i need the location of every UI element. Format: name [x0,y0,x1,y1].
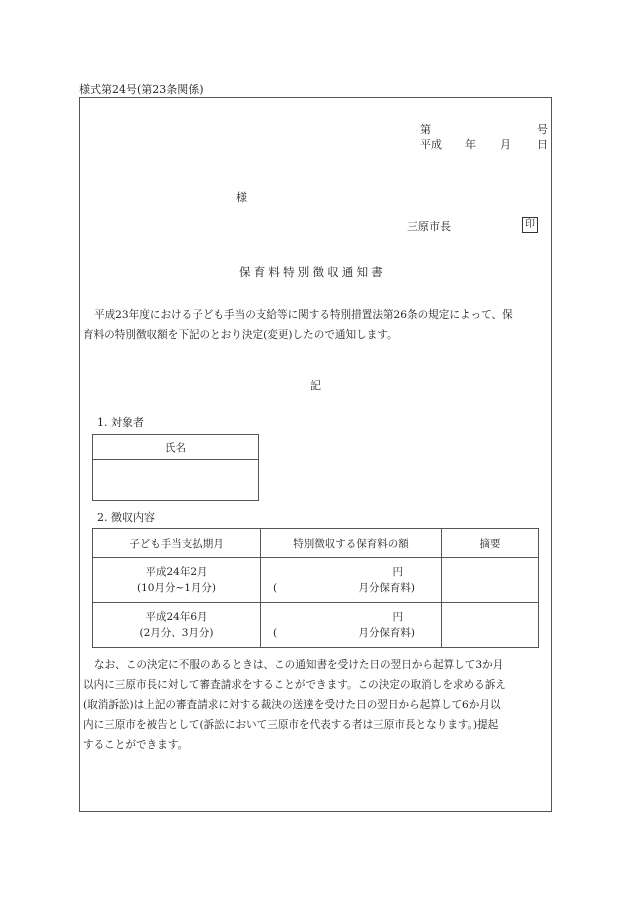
period-label: 平成24年6月 [145,611,208,623]
intro-line-1: 平成23年度における子ども手当の支給等に関する特別措置法第26条の規定によって、保 [94,309,513,321]
recipient-suffix: 様 [236,191,247,204]
note-cell [442,558,539,603]
col-header-amount: 特別徴収する保育料の額 [261,529,442,558]
table-row [93,558,539,603]
levy-table [92,528,539,648]
months-label: 月分保育料) [358,582,415,594]
notice-paragraph [83,655,506,755]
period-cell [93,558,261,603]
table-row [93,603,539,648]
date-day: 日 [537,138,548,151]
date-month: 月 [500,138,511,151]
paren-open: ( [273,627,278,639]
notice-line-1: なお、この決定に不服のあるときは、この通知書を受けた日の翌日から起算して3か月 [94,659,504,671]
name-field [93,460,259,501]
seal-mark: 印 [522,217,538,233]
yen-unit: 円 [392,566,403,578]
doc-number-suffix: 号 [537,123,548,136]
name-header: 氏名 [93,435,259,460]
notice-line-2: 以内に三原市長に対して審査請求をすることができます。この決定の取消しを求める訴え [83,679,506,691]
date-era: 平成 [420,138,442,151]
section1-heading: 1. 対象者 [97,416,144,429]
paren-open: ( [273,582,278,594]
col-header-note: 摘要 [442,529,539,558]
form-number: 様式第24号(第23条関係) [79,83,204,96]
period-cell [93,603,261,648]
doc-number-prefix: 第 [420,123,431,136]
period-range: (10月分~1月分) [136,582,217,594]
notice-line-3: (取消訴訟)は上記の審査請求に対する裁決の送達を受けた日の翌日から起算して6か月以 [83,699,501,711]
document-title: 保育料特別徴収通知書 [239,265,386,279]
subject-table [92,434,259,501]
notice-line-5: することができます。 [83,739,189,751]
ki-heading: 記 [310,379,321,392]
amount-cell [261,603,442,648]
col-header-period: 子ども手当支払期月 [93,529,261,558]
months-label: 月分保育料) [358,627,415,639]
yen-unit: 円 [392,611,403,623]
intro-paragraph [83,305,513,345]
issuer: 三原市長 [407,220,451,233]
notice-line-4: 内に三原市を被告として(訴訟において三原市を代表する者は三原市長となります。)提起 [83,719,499,731]
date-year: 年 [465,138,476,151]
intro-line-2: 育料の特別徴収額を下記のとおり決定(変更)したので通知します。 [83,329,398,341]
amount-cell [261,558,442,603]
period-label: 平成24年2月 [145,566,208,578]
note-cell [442,603,539,648]
period-range: (2月分、3月分) [139,627,214,639]
section2-heading: 2. 徴収内容 [97,511,155,524]
